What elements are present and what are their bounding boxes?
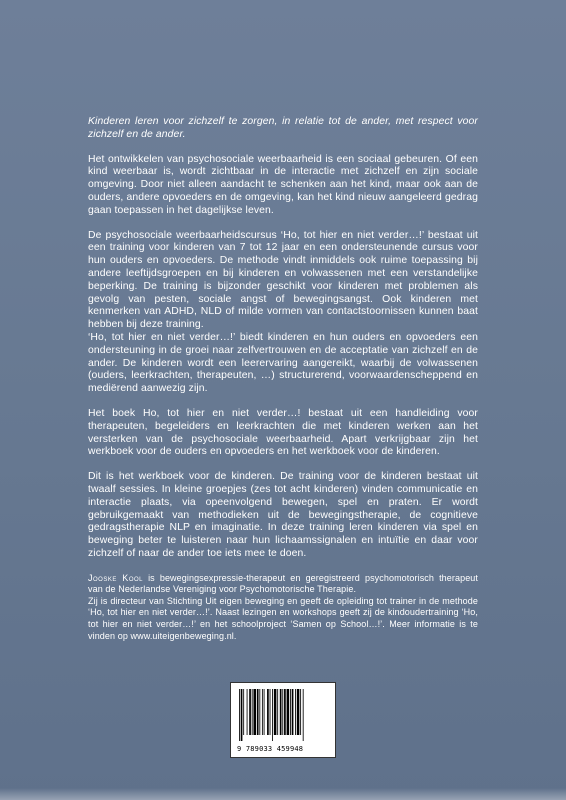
paragraph-workbook: Dit is het werkboek voor de kinderen. De training voor de kinderen bestaat uit twaalf sessies. In kleine groepjes (zes tot acht kinderen) vinden communicatie en interactie plaats, via opeenvolgend bewegen, spel en praten. Er wordt gebruikgemaakt van methodieken uit de bewegingstherapie, de cognitieve gedragstherapie NLP en imaginatie. In deze training leren kinderen via spel en beweging beter te luisteren naar hun lichaamssignalen en intuïtie en daar voor zichzelf of naar de ander toe iets mee te doen. bbox=[88, 471, 478, 559]
barcode-bar bbox=[262, 689, 263, 735]
paragraph-support: ‘Ho, tot hier en niet verder…!’ biedt kinderen en hun ouders en opvoeders een ondersteuning in de groei naar zelfvertrouwen en de acceptatie van zichzelf en de ander. De kinderen wordt een leerervaring aangereikt, waarbij de volwassenen (ouders, leerkrachten, therapeuten, …) structurerend, voorwaardenscheppend en mediërend aanwezig zijn. bbox=[88, 331, 478, 395]
barcode-bar bbox=[272, 689, 273, 741]
paragraph-book: Het boek Ho, tot hier en niet verder…! bestaat uit een handleiding voor therapeuten, begeleiders en leerkrachten die met kinderen werken aan het versterken van de psychosociale weerbaarheid. Apart verkrijgbaar zijn het werkboek voor de ouders en opvoeders en het werkboek voor de kinderen. bbox=[88, 407, 478, 458]
paragraph-resilience: Het ontwikkelen van psychosociale weerbaarheid is een sociaal gebeuren. Of een kind weerbaar is, wordt zichtbaar in de interactie met zichzelf en zijn sociale omgeving. Door niet alleen aandacht te schenken aan het kind, maar ook aan de ouders, andere opvoeders en de omgeving, kan het kind nieuw aangeleerd gedrag gaan toepassen in het dagelijkse leven. bbox=[88, 153, 478, 216]
barcode-bar bbox=[252, 689, 253, 735]
barcode-bar bbox=[249, 689, 251, 735]
barcode-number: 9 789033 459948 bbox=[237, 745, 304, 753]
barcode-bar bbox=[257, 689, 259, 735]
barcode-bar bbox=[253, 689, 256, 735]
intro-tagline: Kinderen leren voor zichzelf te zorgen, in relatie tot de ander, met respect voor zichzelf en de ander. bbox=[88, 116, 478, 140]
author-bio bbox=[88, 573, 478, 643]
barcode-bar bbox=[239, 689, 240, 741]
barcode-bar bbox=[277, 689, 278, 735]
barcode-bar bbox=[284, 689, 286, 735]
barcode-icon bbox=[239, 689, 327, 741]
paragraph-course: De psychosociale weerbaarheidscursus ‘Ho, tot hier en niet verder…!’ bestaat uit een training voor kinderen van 7 tot 12 jaar en een ondersteunende cursus voor hun ouders en opvoeders. De methode vindt inmiddels ook ruime toepassing bij andere leeftijdsgroepen en bij kinderen en volwassenen met een verstandelijke beperking. De training is bijzonder geschikt voor kinderen met problemen als gevolg van pesten, sociale angst of bewegingsangst. Ook kinderen met kenmerken van ADHD, NLD of milde vormen van contactstoornissen kunnen baat hebben bij deze training. bbox=[88, 229, 478, 331]
author-name: Jooske Kool bbox=[88, 572, 143, 583]
barcode-bar bbox=[267, 689, 269, 735]
barcode-bar bbox=[247, 689, 248, 735]
barcode-bar bbox=[241, 689, 243, 741]
barcode-bar bbox=[264, 689, 265, 735]
barcode-bar bbox=[282, 689, 283, 735]
barcode-bar bbox=[270, 689, 271, 735]
barcode-bar bbox=[259, 689, 260, 735]
barcode-bar bbox=[280, 689, 282, 735]
barcode-bar bbox=[295, 689, 296, 735]
isbn-barcode bbox=[230, 682, 336, 758]
barcode-bar bbox=[287, 689, 290, 735]
barcode-bar bbox=[297, 689, 300, 735]
barcode-bar bbox=[290, 689, 291, 735]
barcode-bar bbox=[300, 689, 301, 735]
barcode-bar bbox=[243, 689, 244, 735]
author-bio-line2: Zij is directeur van Stichting Uit eigen beweging en geeft de opleiding tot trainer in de methode ‘Ho, tot hier en niet verder…!’. Naast lezingen en workshops geeft zij de kindoudertraining ‘Ho, tot hier en niet verder…!’ en het schoolproject ‘Samen op School…!’. Meer informatie is te vinden op www.uiteigenbeweging.nl. bbox=[88, 595, 478, 641]
back-cover-text bbox=[88, 116, 478, 654]
barcode-bar bbox=[303, 689, 304, 741]
barcode-bar bbox=[292, 689, 294, 735]
barcode-bar bbox=[274, 689, 277, 735]
author-bio-line1: is bewegingsexpressie-therapeut en geregistreerd psychomotorisch therapeut van de Nederlandse Vereniging voor Psychomotorische Therapie. bbox=[88, 572, 479, 595]
